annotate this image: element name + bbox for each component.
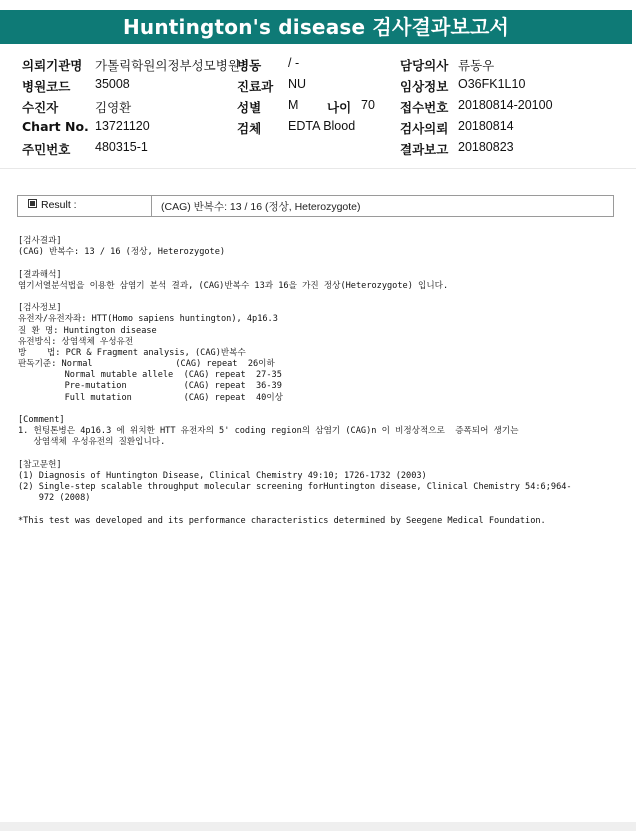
institution-value: 가톨릭학원의정부성모병원 — [95, 59, 240, 73]
report-line: Normal mutable allele (CAG) repeat 27-35 — [18, 370, 282, 381]
report-blank-line — [18, 258, 618, 269]
report-date-value: 20180823 — [458, 140, 514, 154]
specimen-label: 검체 — [237, 121, 262, 136]
sex-value: M — [288, 98, 299, 112]
report-line: 방 법: PCR & Fragment analysis, (CAG)반복수 — [18, 347, 246, 358]
report-line: [결과해석] — [18, 269, 62, 280]
report-line: 상염색체 우성유전의 질환입니다. — [18, 437, 166, 448]
result-label — [28, 199, 77, 211]
bottom-scroll-area — [0, 822, 636, 831]
hospital-code-value: 35008 — [95, 77, 130, 91]
patient-value: 김영환 — [95, 101, 132, 115]
report-line: [검사정보] — [18, 303, 62, 314]
institution-label: 의뢰기관명 — [22, 58, 83, 73]
report-title-banner: Huntington's disease 검사결과보고서 — [0, 10, 632, 44]
chart-no-value: 13721120 — [95, 119, 150, 133]
hospital-code-label: 병원코드 — [22, 79, 71, 94]
clinical-info-label: 임상정보 — [400, 79, 449, 94]
doctor-value: 류동우 — [458, 59, 495, 73]
report-line: 972 (2008) — [18, 493, 91, 504]
checkbox-square-icon — [28, 199, 37, 208]
id-no-label: 주민번호 — [22, 142, 71, 157]
report-line: [참고문헌] — [18, 459, 62, 470]
report-blank-line — [18, 449, 618, 460]
report-line: 질 환 명: Huntington disease — [18, 325, 157, 336]
report-line: [Comment] — [18, 415, 65, 425]
result-value: (CAG) 반복수: 13 / 16 (정상, Heterozygote) — [161, 201, 361, 213]
report-line: 판독기준: Normal (CAG) repeat 26이하 — [18, 359, 275, 370]
report-line: Full mutation (CAG) repeat 40이상 — [18, 392, 283, 403]
report-line: 염기서열분석법을 이용한 삼염기 분석 결과, (CAG)반복수 13과 16을 가진 정상(Heterozygote) 입니다. — [18, 280, 449, 291]
clinical-info-value: O36FK1L10 — [458, 77, 526, 91]
department-value: NU — [288, 77, 307, 91]
ward-value: / - — [288, 56, 300, 70]
request-date-value: 20180814 — [458, 119, 514, 133]
report-line: Pre-mutation (CAG) repeat 36-39 — [18, 381, 282, 392]
report-line: (1) Diagnosis of Huntington Disease, Clinical Chemistry 49:10; 1726-1732 (2003) — [18, 470, 427, 481]
report-blank-line — [18, 404, 618, 415]
department-label: 진료과 — [237, 79, 274, 94]
ward-label: 병동 — [237, 58, 262, 73]
receipt-no-value: 20180814-20100 — [458, 98, 553, 112]
report-date-label: 결과보고 — [400, 142, 449, 157]
report-body — [18, 236, 618, 527]
age-label: 나이 — [327, 100, 352, 115]
report-blank-line — [18, 505, 618, 516]
report-line: 1. 헌팅톤병은 4p16.3 에 위치한 HTT 유전자의 5' coding region의 삼염기 (CAG)n 이 비정상적으로 증폭되어 생기는 — [18, 426, 519, 437]
report-line: 유전방식: 상염색체 우성유전 — [18, 336, 134, 347]
sex-label: 성별 — [237, 100, 262, 115]
patient-info-section — [0, 52, 636, 162]
receipt-no-label: 접수번호 — [400, 100, 449, 115]
result-label-text: Result : — [41, 199, 77, 211]
report-blank-line — [18, 292, 618, 303]
patient-label: 수진자 — [22, 100, 59, 115]
report-line: (CAG) 반복수: 13 / 16 (정상, Heterozygote) — [18, 247, 226, 258]
report-line: 유전자/유전자좌: HTT(Homo sapiens huntington), 4p16.3 — [18, 314, 278, 325]
result-summary-box — [17, 195, 614, 217]
result-box-divider — [151, 196, 152, 216]
request-date-label: 검사의뢰 — [400, 121, 449, 136]
report-line: [검사결과] — [18, 236, 62, 246]
doctor-label: 담당의사 — [400, 58, 449, 73]
age-value: 70 — [361, 98, 375, 112]
header-divider — [0, 168, 636, 169]
specimen-value: EDTA Blood — [288, 119, 356, 133]
id-no-value: 480315-1 — [95, 140, 148, 154]
report-line: (2) Single-step scalable throughput molecular screening forHuntington disease, Clinical Chemistry 54:6;964- — [18, 482, 572, 493]
report-line: *This test was developed and its performance characteristics determined by Seegene Medical Foundation. — [18, 515, 546, 526]
chart-no-label: Chart No. — [22, 119, 89, 134]
